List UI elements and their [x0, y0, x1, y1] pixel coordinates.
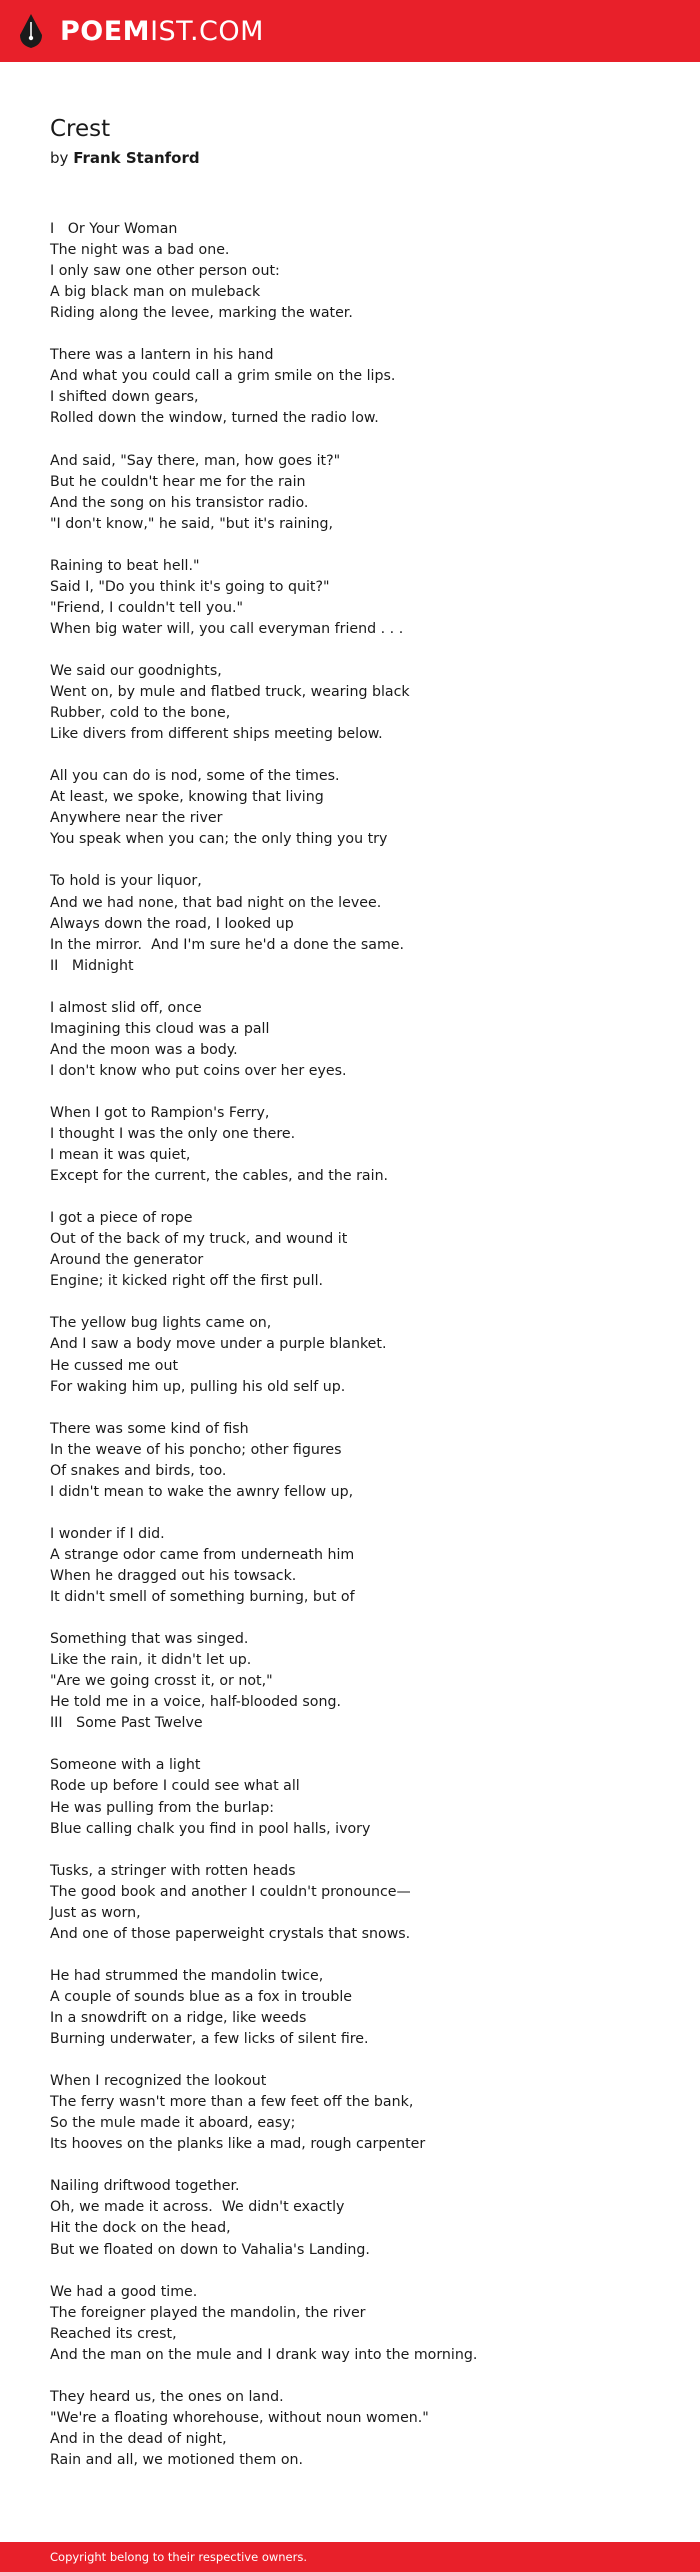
poem-line: In the weave of his poncho; other figures — [50, 1441, 342, 1458]
poem-line: Imagining this cloud was a pall — [50, 1020, 270, 1037]
poem-line: But he couldn't hear me for the rain — [50, 473, 306, 490]
poem-line: Went on, by mule and flatbed truck, wearing black — [50, 684, 410, 701]
poem-line: Raining to beat hell." — [50, 557, 200, 574]
poem-line: They heard us, the ones on land. — [50, 2388, 284, 2405]
poem-line: A strange odor came from underneath him — [50, 1546, 355, 1563]
poem-line: I mean it was quiet, — [50, 1147, 191, 1164]
site-logo[interactable] — [60, 15, 264, 47]
poem-line — [50, 1187, 670, 1208]
poem-line: Out of the back of my truck, and wound it — [50, 1231, 348, 1248]
poem-line: At least, we spoke, knowing that living — [50, 789, 324, 806]
poem-line: And the song on his transistor radio. — [50, 494, 309, 511]
poem-line: "I don't know," he said, "but it's raining, — [50, 515, 334, 532]
poem-line: Around the generator — [50, 1252, 204, 1269]
site-header — [0, 0, 700, 62]
poem-line — [50, 535, 670, 556]
poem-line — [50, 1840, 670, 1861]
poem-line — [50, 429, 670, 450]
poem-line — [50, 1398, 670, 1419]
poem-line: Rode up before I could see what all — [50, 1778, 300, 1795]
poem-line — [50, 2366, 670, 2387]
poem-line: You speak when you can; the only thing you try — [50, 831, 388, 848]
poem-line: "Are we going crosst it, or not," — [50, 1673, 273, 1690]
poem-line: The good book and another I couldn't pronounce— — [50, 1883, 411, 1900]
poem-line — [50, 1608, 670, 1629]
poem-line: When he dragged out his towsack. — [50, 1568, 297, 1584]
poem-line: A couple of sounds blue as a fox in trouble — [50, 1988, 353, 2005]
poem-line: Its hooves on the planks like a mad, rough carpenter — [50, 2136, 426, 2153]
poem-line: In the mirror. And I'm sure he'd a done the same. — [50, 936, 405, 953]
by-label: by — [50, 149, 69, 167]
poem-line: The yellow bug lights came on, — [50, 1315, 272, 1332]
poem-line: And I saw a body move under a purple blanket. — [50, 1336, 387, 1353]
poem-line: II Midnight — [50, 957, 134, 974]
poem-line: Always down the road, I looked up — [50, 915, 294, 932]
poem-line: When big water will, you call everyman friend . . . — [50, 620, 404, 637]
poem-line: Anywhere near the river — [50, 810, 223, 827]
poem-body — [50, 219, 670, 2471]
poem-line: A big black man on muleback — [50, 284, 261, 301]
poem-line: When I got to Rampion's Ferry, — [50, 1104, 270, 1121]
site-footer — [0, 2542, 700, 2572]
copyright-text: Copyright belong to their respective owners. — [50, 2550, 308, 2564]
poem-line: I wonder if I did. — [50, 1525, 165, 1542]
poem-line: And in the dead of night, — [50, 2430, 227, 2447]
poem-line — [50, 324, 670, 345]
poem-line — [50, 2261, 670, 2282]
poem-line — [50, 745, 670, 766]
poem-line — [50, 1945, 670, 1966]
poem-line: And what you could call a grim smile on the lips. — [50, 368, 396, 385]
poem-line: Riding along the levee, marking the water. — [50, 305, 353, 322]
poem-line: Burning underwater, a few licks of silent fire. — [50, 2031, 369, 2048]
poem-line: The ferry wasn't more than a few feet off the bank, — [50, 2094, 414, 2111]
poem-line: The foreigner played the mandolin, the river — [50, 2304, 366, 2321]
poem-line: Nailing driftwood together. — [50, 2178, 240, 2195]
poem-line: I shifted down gears, — [50, 389, 199, 406]
poem-line: I don't know who put coins over her eyes. — [50, 1062, 347, 1079]
poem-line — [50, 1292, 670, 1313]
pen-nib-icon[interactable] — [18, 13, 44, 49]
poem-line: Blue calling chalk you find in pool halls, ivory — [50, 1820, 371, 1837]
poem-line: And one of those paperweight crystals that snows. — [50, 1925, 411, 1942]
poem-line: He was pulling from the burlap: — [50, 1799, 275, 1816]
poem-line: Oh, we made it across. We didn't exactly — [50, 2199, 345, 2216]
poem-line: It didn't smell of something burning, but of — [50, 1589, 355, 1606]
poem-line: He told me in a voice, half-blooded song. — [50, 1694, 341, 1711]
poem-line: Tusks, a stringer with rotten heads — [50, 1862, 296, 1879]
poem-line — [50, 640, 670, 661]
poem-line — [50, 1503, 670, 1524]
poem-line — [50, 977, 670, 998]
poem-line: We said our goodnights, — [50, 662, 222, 679]
poem-line: The night was a bad one. — [50, 242, 230, 259]
poem-line: Someone with a light — [50, 1757, 201, 1774]
poem-line: III Some Past Twelve — [50, 1715, 203, 1732]
poem-line — [50, 1734, 670, 1755]
poem-line: Just as worn, — [50, 1904, 141, 1921]
logo-light-text: IST.COM — [150, 15, 264, 47]
poem-line — [50, 850, 670, 871]
poem-line: He cussed me out — [50, 1357, 179, 1374]
poem-line: Hit the dock on the head, — [50, 2220, 231, 2237]
poem-line: "We're a floating whorehouse, without noun women." — [50, 2409, 429, 2426]
poem-line — [50, 1082, 670, 1103]
poem-title: Crest — [50, 116, 111, 142]
poem-line: "Friend, I couldn't tell you." — [50, 599, 244, 616]
poem-line: Reached its crest, — [50, 2325, 177, 2342]
poem-line: Of snakes and birds, too. — [50, 1462, 227, 1479]
poem-line — [50, 2155, 670, 2176]
poem-line: All you can do is nod, some of the times. — [50, 768, 340, 785]
poem-line — [50, 2050, 670, 2071]
poem-line: I almost slid off, once — [50, 999, 202, 1016]
poem-line: And we had none, that bad night on the levee. — [50, 894, 382, 911]
poem-line: Rubber, cold to the bone, — [50, 705, 231, 722]
poem-line: I thought I was the only one there. — [50, 1126, 296, 1143]
poem-line: And the man on the mule and I drank way into the morning. — [50, 2346, 478, 2363]
poem-line: There was some kind of fish — [50, 1420, 249, 1437]
poem-line: Except for the current, the cables, and the rain. — [50, 1168, 389, 1185]
poem-line: And said, "Say there, man, how goes it?" — [50, 452, 341, 469]
byline — [50, 147, 200, 169]
poem-line: He had strummed the mandolin twice, — [50, 1967, 324, 1984]
poem-line: I Or Your Woman — [50, 221, 178, 237]
poem-line: Something that was singed. — [50, 1631, 249, 1648]
poem-line: For waking him up, pulling his old self up. — [50, 1378, 346, 1395]
poem-line: We had a good time. — [50, 2283, 198, 2300]
logo-bold-text: POEM — [60, 15, 151, 47]
poem-line: There was a lantern in his hand — [50, 347, 274, 364]
poem-line: When I recognized the lookout — [50, 2073, 267, 2090]
poem-line: I got a piece of rope — [50, 1210, 193, 1227]
poem-line: And the moon was a body. — [50, 1041, 238, 1058]
poem-line: In a snowdrift on a ridge, like weeds — [50, 2009, 307, 2026]
poem-line: Engine; it kicked right off the first pull. — [50, 1273, 324, 1290]
poem-line: So the mule made it aboard, easy; — [50, 2115, 296, 2132]
poem-line: Rolled down the window, turned the radio low. — [50, 410, 379, 427]
poem-line: Like divers from different ships meeting below. — [50, 726, 383, 743]
poem-line: I didn't mean to wake the awnry fellow up, — [50, 1483, 354, 1500]
poem-line: Like the rain, it didn't let up. — [50, 1652, 252, 1669]
poem-line: To hold is your liquor, — [50, 873, 202, 890]
author-name[interactable]: Frank Stanford — [73, 149, 200, 167]
poem-line: I only saw one other person out: — [50, 263, 280, 280]
poem-line: Said I, "Do you think it's going to quit?" — [50, 578, 330, 595]
poem-line: But we floated on down to Vahalia's Landing. — [50, 2241, 370, 2258]
poem-line: Rain and all, we motioned them on. — [50, 2451, 304, 2468]
